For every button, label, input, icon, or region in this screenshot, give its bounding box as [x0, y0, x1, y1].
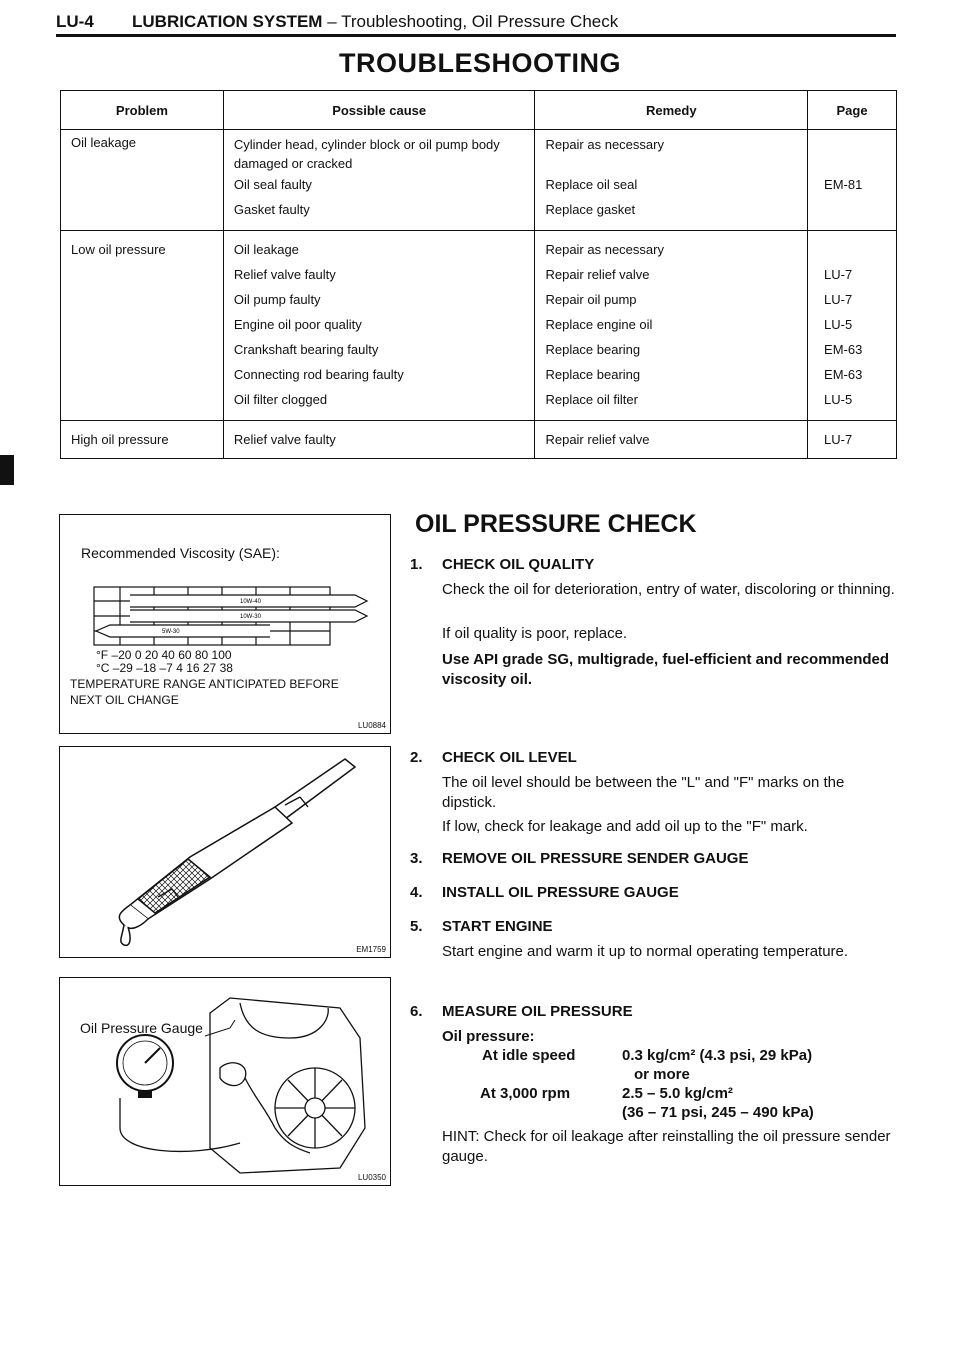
cause-text: Relief valve faulty — [233, 432, 336, 447]
viscosity-title: Recommended Viscosity (SAE): — [81, 545, 280, 561]
step-heading: START ENGINE — [442, 918, 553, 935]
oil-drop — [121, 925, 130, 945]
problem-oil-leakage: Oil leakage — [71, 135, 137, 150]
step-heading: REMOVE OIL PRESSURE SENDER GAUGE — [442, 850, 749, 867]
header-rule — [56, 34, 896, 37]
page-ref: LU-7 — [824, 267, 853, 282]
problem-high-oil-pressure: High oil pressure — [71, 432, 169, 447]
step-text: If low, check for leakage and add oil up to the "F" mark. — [442, 818, 808, 835]
col-header-problem: Problem — [61, 91, 224, 130]
problem-low-oil-pressure: Low oil pressure — [71, 242, 166, 257]
page-cell — [808, 130, 897, 231]
grade-label: 10W-30 — [240, 614, 261, 620]
figure-code: EM1759 — [356, 945, 386, 954]
problem-cell — [61, 231, 224, 421]
spec-idle-label: At idle speed — [482, 1047, 576, 1064]
cause-text: Engine oil poor quality — [233, 317, 362, 332]
page-ref: EM-63 — [824, 342, 863, 357]
dipstick-illustration — [60, 747, 390, 957]
step-number: 1. — [410, 556, 423, 573]
remedy-text: Repair as necessary — [545, 137, 664, 152]
spec-label: Oil pressure: — [442, 1028, 535, 1045]
page-ref — [824, 197, 886, 222]
cause-text: Oil leakage — [233, 242, 299, 257]
step-text: Check the oil for deterioration, entry of water, discoloring or thinning. — [442, 581, 895, 598]
cause-text: Oil filter clogged — [233, 392, 328, 407]
page-ref: EM-81 — [824, 177, 863, 192]
page-ref: EM-63 — [824, 367, 863, 382]
grade-label: 5W-30 — [162, 629, 180, 635]
step-number: 3. — [410, 850, 423, 867]
page-cell — [808, 231, 897, 421]
step-heading: MEASURE OIL PRESSURE — [442, 1003, 633, 1020]
dipstick-figure — [59, 746, 391, 958]
grade-label: 10W-40 — [240, 599, 261, 605]
step-number: 5. — [410, 918, 423, 935]
remedy-text: Replace oil seal — [545, 177, 638, 192]
troubleshooting-title: TROUBLESHOOTING — [339, 48, 621, 78]
table-row — [61, 421, 897, 459]
remedy-cell — [535, 130, 808, 231]
cause-text: Relief valve faulty — [233, 267, 336, 282]
temperature-f-scale: °F –20 0 20 40 60 80 100 — [96, 648, 232, 662]
viscosity-caption: NEXT OIL CHANGE — [70, 693, 179, 707]
spec-idle-value: 0.3 kg/cm² (4.3 psi, 29 kPa) — [622, 1047, 813, 1064]
table-row — [61, 130, 897, 231]
cause-text: Connecting rod bearing faulty — [233, 367, 404, 382]
page-ref: LU-5 — [824, 317, 853, 332]
viscosity-figure — [59, 514, 391, 734]
col-header-page: Page — [808, 91, 897, 130]
sender-fitting — [220, 1063, 246, 1086]
figure-code: LU0350 — [357, 1173, 386, 1182]
cause-text: Cylinder head, cylinder block or oil pump body damaged or cracked — [233, 137, 500, 171]
spec-rpm-value-cont: (36 – 71 psi, 245 – 490 kPa) — [622, 1104, 814, 1121]
oil-pressure-check-title: OIL PRESSURE CHECK — [415, 510, 697, 538]
remedy-text: Repair relief valve — [545, 267, 650, 282]
dipstick-tip — [272, 759, 355, 819]
page-ref: LU-7 — [824, 292, 853, 307]
viscosity-chart — [90, 583, 380, 649]
remedy-text: Replace oil filter — [545, 392, 638, 407]
spec-rpm-value: 2.5 – 5.0 kg/cm² — [622, 1085, 733, 1102]
step-number: 4. — [410, 884, 423, 901]
page-ref: LU-7 — [824, 432, 853, 447]
gauge-line — [245, 1078, 310, 1153]
remedy-cell — [535, 421, 808, 459]
problem-cell — [61, 130, 224, 231]
cause-cell — [223, 421, 535, 459]
table-row — [61, 231, 897, 421]
header-section: LUBRICATION SYSTEM — [132, 12, 323, 31]
remedy-cell — [535, 231, 808, 421]
cause-text: Crankshaft bearing faulty — [233, 342, 379, 357]
table-header-row — [61, 91, 897, 130]
gauge-hose — [120, 1098, 240, 1151]
remedy-text: Replace bearing — [545, 367, 641, 382]
cause-text: Gasket faulty — [233, 202, 310, 217]
step-text: If oil quality is poor, replace. — [442, 625, 628, 642]
step-number: 6. — [410, 1003, 423, 1020]
grade-bar-5w30 — [96, 625, 270, 637]
gauge-label: Oil Pressure Gauge — [80, 1020, 203, 1036]
spec-rpm-label: At 3,000 rpm — [480, 1085, 571, 1102]
remedy-text: Replace bearing — [545, 342, 641, 357]
page-ref: LU-5 — [824, 392, 853, 407]
page-header-title — [132, 12, 618, 32]
spec-idle-value-cont: or more — [634, 1066, 690, 1083]
step-text: Start engine and warm it up to normal operating temperature. — [442, 943, 849, 960]
step-heading: CHECK OIL QUALITY — [442, 556, 595, 573]
engine-gauge-illustration — [60, 978, 390, 1185]
cause-text: Oil seal faulty — [233, 177, 312, 192]
remedy-text: Replace engine oil — [545, 317, 653, 332]
page-ref — [824, 130, 886, 172]
viscosity-caption: TEMPERATURE RANGE ANTICIPATED BEFORE — [70, 677, 339, 691]
page-code: LU-4 — [56, 12, 94, 31]
page-edge-marker — [0, 455, 14, 485]
cause-text: Oil pump faulty — [233, 292, 321, 307]
step-text: The oil level should be between the "L" and "F" marks on the dipstick. — [442, 774, 845, 811]
cause-cell — [223, 130, 535, 231]
step-heading: INSTALL OIL PRESSURE GAUGE — [442, 884, 679, 901]
figure-code: LU0884 — [357, 721, 386, 730]
remedy-text: Repair relief valve — [545, 432, 650, 447]
hint-text: HINT: Check for oil leakage after reinstalling the oil pressure sender gauge. — [442, 1128, 891, 1165]
engine-hose — [240, 1003, 328, 1038]
page-ref — [824, 237, 886, 262]
col-header-cause: Possible cause — [223, 91, 535, 130]
step-heading: CHECK OIL LEVEL — [442, 749, 577, 766]
step-number: 2. — [410, 749, 423, 766]
oil-pressure-gauge-figure — [59, 977, 391, 1186]
remedy-text: Repair oil pump — [545, 292, 637, 307]
step-text: Use API grade SG, multigrade, fuel-efficient and recommended viscosity oil. — [442, 651, 890, 688]
col-header-remedy: Remedy — [535, 91, 808, 130]
remedy-text: Replace gasket — [545, 202, 636, 217]
problem-cell — [61, 421, 224, 459]
remedy-text: Repair as necessary — [545, 242, 664, 257]
header-subsection: – Troubleshooting, Oil Pressure Check — [327, 12, 619, 31]
cause-cell — [223, 231, 535, 421]
gauge-connector — [138, 1091, 152, 1098]
page-cell — [808, 421, 897, 459]
troubleshooting-table — [60, 90, 897, 459]
temperature-c-scale: °C –29 –18 –7 4 16 27 38 — [96, 661, 233, 675]
